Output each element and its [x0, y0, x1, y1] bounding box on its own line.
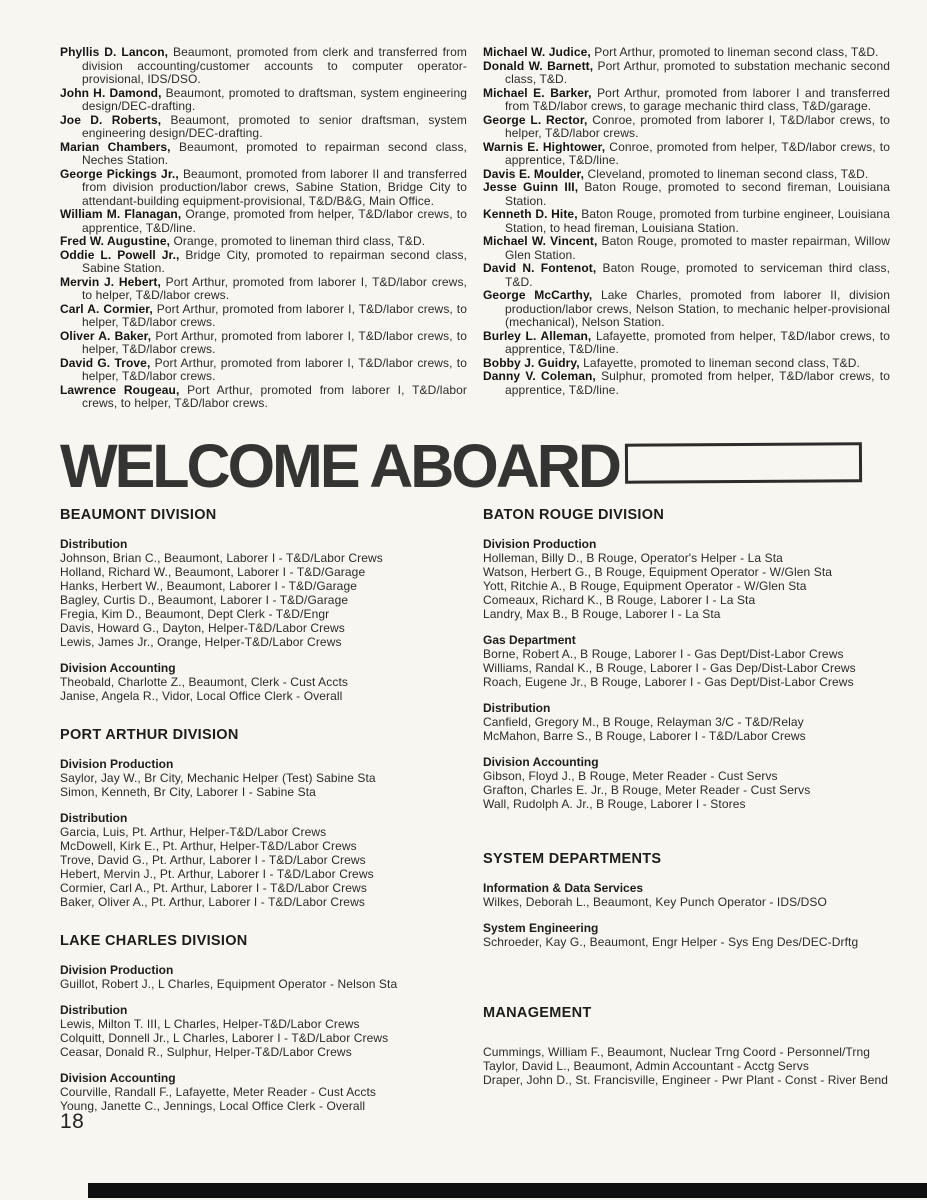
employee-name: Marian Chambers,	[60, 139, 179, 154]
roster-entry: Lewis, James Jr., Orange, Helper-T&D/Labor Crews	[60, 634, 342, 649]
employee-name: Danny V. Coleman,	[483, 369, 602, 383]
employee-name: David G. Trove,	[60, 355, 155, 370]
division-title: BATON ROUGE DIVISION	[483, 506, 665, 523]
roster-group	[483, 633, 890, 689]
promotion-entry: George McCarthy, Lake Charles, promoted from laborer II, division production/labor crews, Nelson Station, to mechanic helper-provisional (mechanical), Nelson Station.	[483, 288, 890, 329]
roster-entry: Roach, Eugene Jr., B Rouge, Laborer I - Gas Dept/Dist-Labor Crews	[483, 674, 854, 689]
roster-group	[60, 963, 467, 991]
promotion-entry: Mervin J. Hebert, Port Arthur, promoted from laborer I, T&D/labor crews, to helper, T&D/labor crews.	[60, 274, 467, 302]
roster-entry: Comeaux, Richard K., B Rouge, Laborer I - La Sta	[483, 592, 756, 607]
roster-entry: Cummings, William F., Beaumont, Nuclear Trng Coord - Personnel/Trng	[483, 1044, 871, 1059]
division-section	[60, 507, 467, 703]
employee-name: Warnis E. Hightower,	[483, 139, 610, 154]
roster-group	[60, 811, 467, 909]
roster-entry: Cormier, Carl A., Pt. Arthur, Laborer I - T&D/Labor Crews	[60, 880, 367, 895]
division-section	[483, 507, 890, 811]
roster-left-column	[60, 507, 467, 1113]
promotion-entry: Kenneth D. Hite, Baton Rouge, promoted from turbine engineer, Louisiana Station, to head fireman, Louisiana Station.	[483, 207, 890, 235]
division-section	[60, 727, 467, 909]
group-heading: Distribution	[60, 1002, 128, 1017]
division-title: BEAUMONT DIVISION	[60, 506, 217, 523]
roster-group	[483, 537, 890, 621]
roster-entry: Holland, Richard W., Beaumont, Laborer I - T&D/Garage	[60, 564, 366, 579]
roster-right-column	[483, 507, 890, 1113]
promotion-entry: Fred W. Augustine, Orange, promoted to lineman third class, T&D.	[60, 234, 426, 248]
roster-group	[60, 661, 467, 703]
group-heading: Information & Data Services	[483, 880, 644, 895]
promotion-entry: Marian Chambers, Beaumont, promoted to repairman second class, Neches Station.	[60, 139, 467, 167]
roster-entry: Trove, David G., Pt. Arthur, Laborer I - T&D/Labor Crews	[60, 852, 366, 867]
roster-entry: Guillot, Robert J., L Charles, Equipment Operator - Nelson Sta	[60, 976, 398, 991]
employee-name: Burley L. Alleman,	[483, 328, 596, 343]
roster-group	[483, 755, 890, 811]
group-heading: System Engineering	[483, 920, 599, 935]
roster-entry: Williams, Randal K., B Rouge, Laborer I - Gas Dep/Dist-Labor Crews	[483, 660, 856, 675]
group-heading: Division Accounting	[60, 1070, 176, 1085]
roster-entry: Watson, Herbert G., B Rouge, Equipment Operator - W/Glen Sta	[483, 564, 833, 579]
roster-entry: Johnson, Brian C., Beaumont, Laborer I - T&D/Labor Crews	[60, 550, 383, 565]
promotion-entry: John H. Damond, Beaumont, promoted to draftsman, system engineering design/DEC-drafting.	[60, 85, 467, 113]
roster-entry: Young, Janette C., Jennings, Local Office Clerk - Overall	[60, 1098, 366, 1113]
page-title: WELCOME ABOARD	[60, 431, 619, 500]
page-number: 18	[60, 1110, 85, 1133]
promotion-entry: Oddie L. Powell Jr., Bridge City, promoted to repairman second class, Sabine Station.	[60, 247, 467, 275]
promotion-entry: George L. Rector, Conroe, promoted from laborer I, T&D/labor crews, to helper, T&D/labor crews.	[483, 112, 890, 140]
roster-entry: Schroeder, Kay G., Beaumont, Engr Helper - Sys Eng Des/DEC-Drftg	[483, 934, 859, 949]
employee-name: Joe D. Roberts,	[60, 112, 171, 127]
roster-entry: Garcia, Luis, Pt. Arthur, Helper-T&D/Labor Crews	[60, 824, 327, 839]
employee-name: Lawrence Rougeau,	[60, 382, 188, 397]
roster-entry: Canfield, Gregory M., B Rouge, Relayman 3/C - T&D/Relay	[483, 714, 804, 729]
group-heading: Division Production	[60, 756, 174, 771]
group-heading: Distribution	[60, 536, 128, 551]
roster-entry: Theobald, Charlotte Z., Beaumont, Clerk - Cust Accts	[60, 674, 348, 689]
promotion-entry: William M. Flanagan, Orange, promoted from helper, T&D/labor crews, to apprentice, T&D/line.	[60, 207, 467, 235]
roster-entry: Taylor, David L., Beaumont, Admin Accountant - Acctg Servs	[483, 1058, 809, 1073]
roster-entry: Davis, Howard G., Dayton, Helper-T&D/Labor Crews	[60, 620, 345, 635]
employee-name: Michael E. Barker,	[483, 85, 598, 100]
roster-entry: Fregia, Kim D., Beaumont, Dept Clerk - T&D/Engr	[60, 606, 330, 621]
promotion-entry: David G. Trove, Port Arthur, promoted from laborer I, T&D/labor crews, to helper, T&D/labor crews.	[60, 355, 467, 383]
roster-entry: Landry, Max B., B Rouge, Laborer I - La Sta	[483, 606, 721, 621]
promotion-entry: Danny V. Coleman, Sulphur, promoted from helper, T&D/labor crews, to apprentice, T&D/line.	[483, 369, 890, 397]
promotion-entry: Davis E. Moulder, Cleveland, promoted to lineman second class, T&D.	[483, 166, 869, 181]
headline-empty-box	[625, 442, 862, 483]
group-heading: Gas Department	[483, 632, 576, 647]
employee-name: William M. Flanagan,	[60, 207, 186, 221]
group-heading: Division Accounting	[483, 754, 599, 769]
employee-name: Phyllis D. Lancon,	[60, 45, 174, 59]
employee-name: Kenneth D. Hite,	[483, 207, 582, 221]
roster-entry: Lewis, Milton T. III, L Charles, Helper-T&D/Labor Crews	[60, 1016, 360, 1031]
promotions-right-column	[483, 46, 890, 411]
roster-entry: Courville, Randall F., Lafayette, Meter Reader - Cust Accts	[60, 1084, 377, 1099]
promotion-entry: Michael W. Judice, Port Arthur, promoted to lineman second class, T&D.	[483, 45, 879, 59]
promotion-entry: Oliver A. Baker, Port Arthur, promoted from laborer I, T&D/labor crews, to helper, T&D/labor crews.	[60, 328, 468, 356]
employee-name: John H. Damond,	[60, 85, 166, 100]
roster-group	[483, 881, 890, 909]
promotion-entry: Jesse Guinn III, Baton Rouge, promoted to second fireman, Louisiana Station.	[483, 180, 890, 208]
roster-entry: Wilkes, Deborah L., Beaumont, Key Punch Operator - IDS/DSO	[483, 894, 827, 909]
promotion-entry: Lawrence Rougeau, Port Arthur, promoted from laborer I, T&D/labor crews, to helper, T&D/labor crews.	[60, 382, 467, 410]
employee-name: Oddie L. Powell Jr.,	[60, 247, 186, 262]
roster-group	[483, 921, 890, 949]
employee-name: Donald W. Barnett,	[483, 58, 598, 73]
employee-name: David N. Fontenot,	[483, 261, 603, 275]
employee-name: George McCarthy,	[483, 288, 601, 302]
roster-entry: Gibson, Floyd J., B Rouge, Meter Reader - Cust Servs	[483, 768, 778, 783]
roster-entry: Hebert, Mervin J., Pt. Arthur, Laborer I - T&D/Labor Crews	[60, 866, 374, 881]
roster-entry: Baker, Oliver A., Pt. Arthur, Laborer I - T&D/Labor Crews	[60, 894, 365, 909]
roster-entry: Holleman, Billy D., B Rouge, Operator's Helper - La Sta	[483, 550, 783, 565]
employee-name: Oliver A. Baker,	[60, 328, 156, 343]
promotion-entry: Warnis E. Hightower, Conroe, promoted from helper, T&D/labor crews, to apprentice, T&D/line.	[483, 139, 890, 167]
group-heading: Distribution	[60, 810, 128, 825]
promotion-entry: Michael E. Barker, Port Arthur, promoted from laborer I and transferred from T&D/labor crews, to garage mechanic third class, T&D/garage.	[483, 85, 890, 113]
group-heading: Distribution	[483, 700, 551, 715]
employee-name: Mervin J. Hebert,	[60, 274, 166, 289]
roster-group	[483, 1045, 890, 1087]
roster-group	[60, 1071, 467, 1113]
employee-name: Bobby J. Guidry,	[483, 355, 584, 370]
roster-entry: Saylor, Jay W., Br City, Mechanic Helper (Test) Sabine Sta	[60, 770, 376, 785]
employee-name: Michael W. Vincent,	[483, 234, 602, 248]
roster-entry: Yott, Ritchie A., B Rouge, Equipment Operator - W/Glen Sta	[483, 578, 807, 593]
promotion-entry: Bobby J. Guidry, Lafayette, promoted to lineman second class, T&D.	[483, 355, 860, 370]
welcome-roster-section	[60, 507, 890, 1113]
roster-group	[60, 537, 467, 649]
roster-entry: Bagley, Curtis D., Beaumont, Laborer I - T&D/Garage	[60, 592, 349, 607]
roster-entry: Colquitt, Donnell Jr., L Charles, Laborer I - T&D/Labor Crews	[60, 1030, 389, 1045]
employee-name: Carl A. Cormier,	[60, 301, 157, 316]
roster-entry: Ceasar, Donald R., Sulphur, Helper-T&D/Labor Crews	[60, 1044, 352, 1059]
division-section	[60, 933, 467, 1113]
division-section	[483, 1005, 890, 1087]
roster-entry: McMahon, Barre S., B Rouge, Laborer I - T&D/Labor Crews	[483, 728, 806, 743]
promotion-entry: Donald W. Barnett, Port Arthur, promoted to substation mechanic second class, T&D.	[483, 58, 890, 86]
promotion-entry: Burley L. Alleman, Lafayette, promoted from helper, T&D/labor crews, to apprentice, T&D/line.	[483, 328, 890, 356]
roster-group	[60, 757, 467, 799]
employee-name: Michael W. Judice,	[483, 45, 595, 59]
scan-edge-bar	[88, 1183, 927, 1198]
division-section	[483, 851, 890, 949]
promotion-entry: Michael W. Vincent, Baton Rouge, promoted to master repairman, Willow Glen Station.	[483, 234, 890, 262]
employee-name: George Pickings Jr.,	[60, 166, 183, 181]
division-title: LAKE CHARLES DIVISION	[60, 932, 248, 949]
division-title: MANAGEMENT	[483, 1004, 592, 1021]
promotions-section	[60, 46, 890, 411]
promotion-entry: Phyllis D. Lancon, Beaumont, promoted from clerk and transferred from division accounting/customer accounts to computer operator-provisional, IDS/DSO.	[60, 45, 467, 86]
employee-name: Davis E. Moulder,	[483, 166, 588, 181]
promotion-entry: David N. Fontenot, Baton Rouge, promoted to serviceman third class, T&D.	[483, 261, 891, 289]
roster-entry: Wall, Rudolph A. Jr., B Rouge, Laborer I - Stores	[483, 796, 746, 811]
promotion-entry: George Pickings Jr., Beaumont, promoted from laborer II and transferred from division production/labor crews, Sabine Station, Bridge City to attendant-building equipment-provisional, T&D/B&G, Main Office.	[60, 166, 467, 208]
group-heading: Division Accounting	[60, 660, 176, 675]
division-title: PORT ARTHUR DIVISION	[60, 726, 239, 743]
employee-name: Jesse Guinn III,	[483, 180, 585, 194]
division-title: SYSTEM DEPARTMENTS	[483, 850, 662, 867]
roster-entry: Borne, Robert A., B Rouge, Laborer I - Gas Dept/Dist-Labor Crews	[483, 646, 844, 661]
roster-group	[483, 701, 890, 743]
roster-entry: Janise, Angela R., Vidor, Local Office Clerk - Overall	[60, 688, 343, 703]
roster-group	[60, 1003, 467, 1059]
promotions-left-column	[60, 46, 467, 411]
employee-name: George L. Rector,	[483, 112, 593, 127]
roster-entry: Draper, John D., St. Francisville, Engineer - Pwr Plant - Const - River Bend	[483, 1072, 889, 1087]
group-heading: Division Production	[483, 536, 597, 551]
promotion-entry: Carl A. Cormier, Port Arthur, promoted from laborer I, T&D/labor crews, to helper, T&D/labor crews.	[60, 301, 467, 329]
welcome-aboard-header	[60, 431, 890, 500]
group-heading: Division Production	[60, 962, 174, 977]
employee-name: Fred W. Augustine,	[60, 234, 174, 248]
roster-entry: Hanks, Herbert W., Beaumont, Laborer I - T&D/Garage	[60, 578, 358, 593]
roster-entry: Grafton, Charles E. Jr., B Rouge, Meter Reader - Cust Servs	[483, 782, 811, 797]
roster-entry: McDowell, Kirk E., Pt. Arthur, Helper-T&D/Labor Crews	[60, 838, 357, 853]
promotion-entry: Joe D. Roberts, Beaumont, promoted to senior draftsman, system engineering design/DEC-drafting.	[60, 112, 467, 140]
roster-entry: Simon, Kenneth, Br City, Laborer I - Sabine Sta	[60, 784, 316, 799]
